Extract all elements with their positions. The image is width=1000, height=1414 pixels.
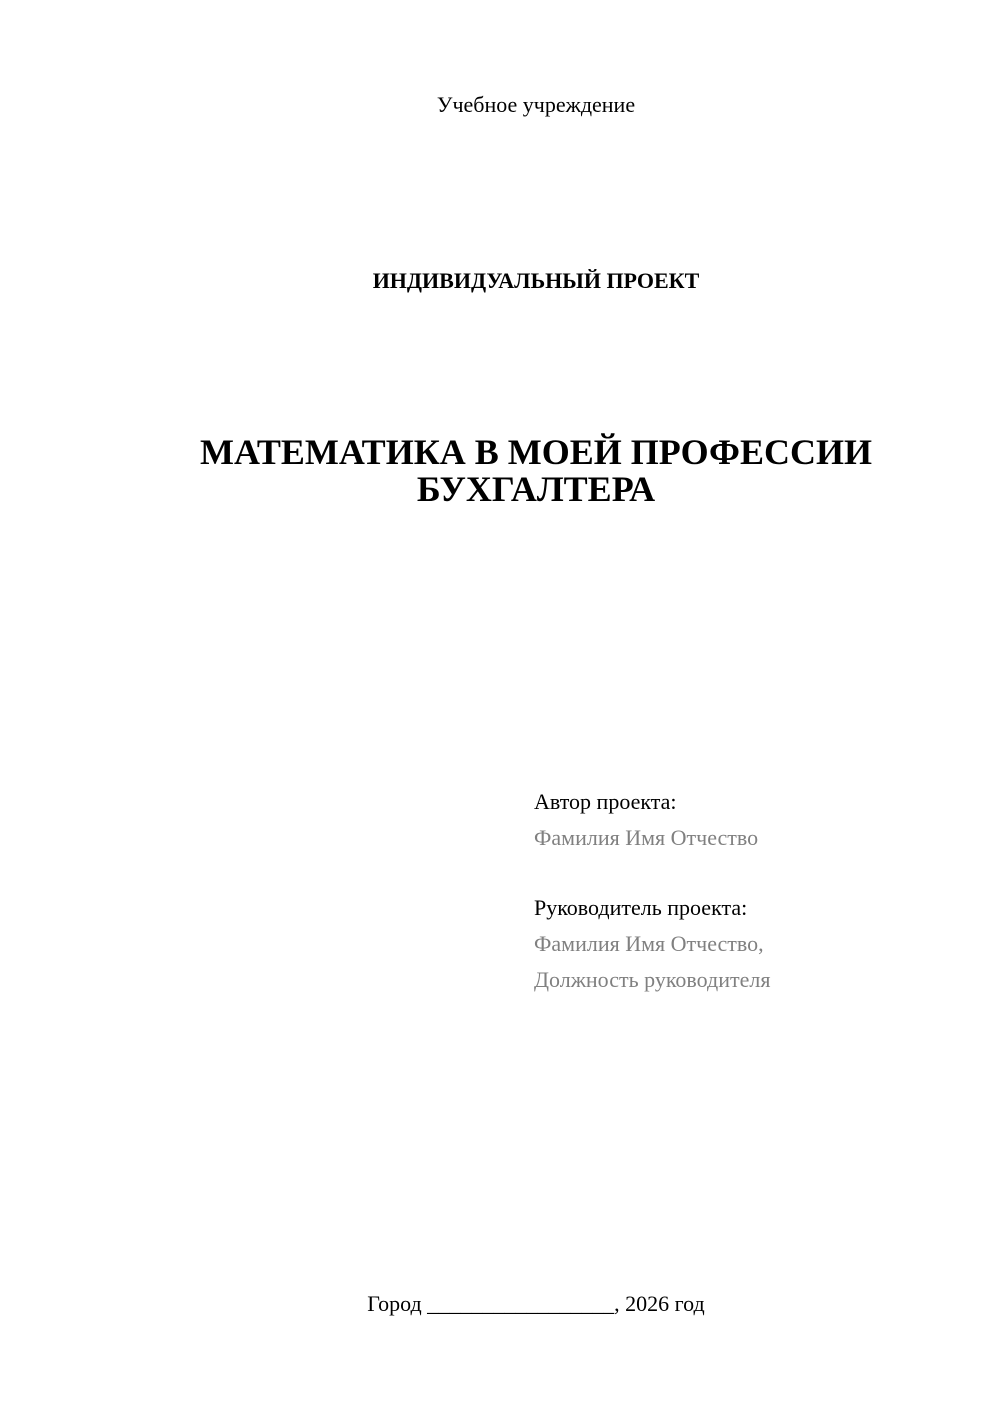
author-name: Фамилия Имя Отчество [534,825,759,850]
author-block [534,784,974,856]
supervisor-block [534,890,974,998]
institution-name: Учебное учреждение [436,92,636,117]
project-title [0,434,1000,508]
project-title-line-2: БУХГАЛТЕРА [416,469,656,509]
author-label: Автор проекта: [534,789,677,814]
city-year-line: Город _________________, 2026 год [367,1291,705,1316]
project-title-line-1: МАТЕМАТИКА В МОЕЙ ПРОФЕССИИ [200,432,872,472]
supervisor-name: Фамилия Имя Отчество, [534,931,764,956]
supervisor-label: Руководитель проекта: [534,895,748,920]
project-type-heading: ИНДИВИДУАЛЬНЫЙ ПРОЕКТ [372,268,700,293]
supervisor-position: Должность руководителя [534,967,771,992]
